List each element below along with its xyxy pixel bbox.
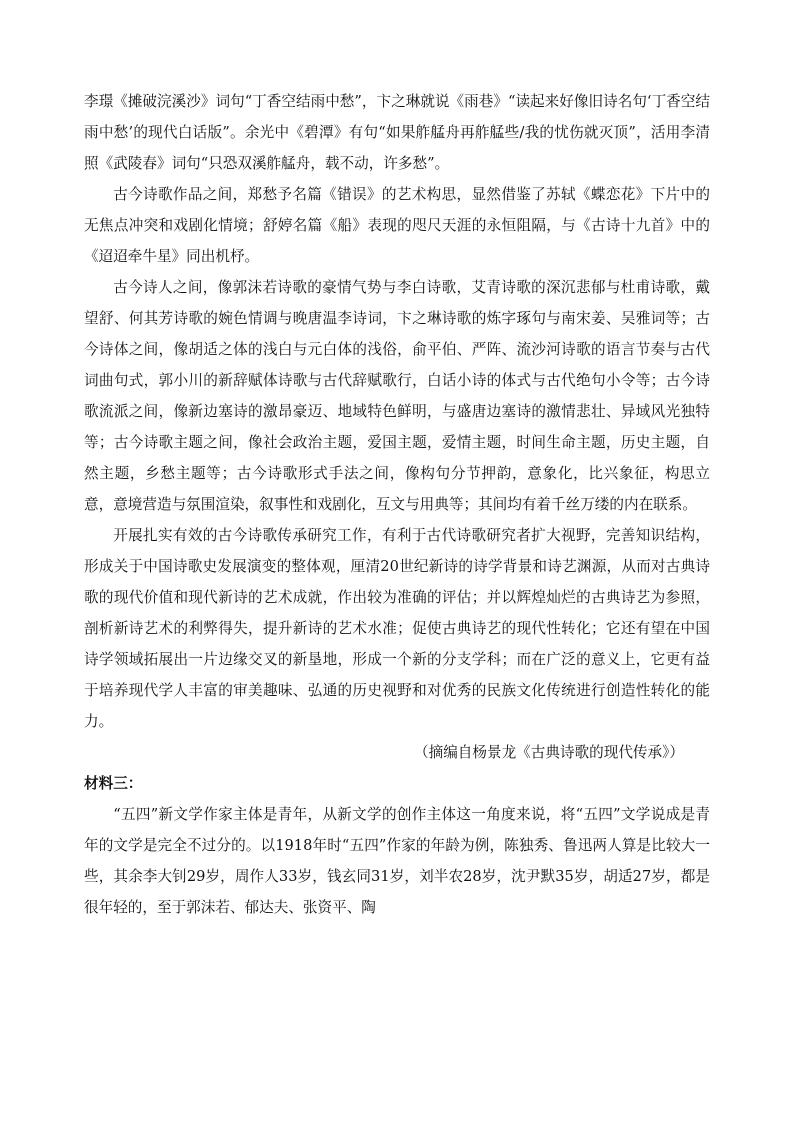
paragraph-5: “五四”新文学作家主体是青年，从新文学的创作主体这一角度来说，将“五四”文学说成是青年的文学是完全不过分的。以1918年时“五四”作家的年龄为例，陈独秀、鲁迅两人算是比较大一些，其余李大钊29岁，周作人33岁，钱玄同31岁，刘半农28岁，沈尹默35岁，胡适27岁，都是很年轻的，至于郭沫若、郁达夫、张资平、陶 <box>84 806 710 916</box>
paragraph-4: 开展扎实有效的古今诗歌传承研究工作，有利于古代诗歌研究者扩大视野，完善知识结构，形成关于中国诗歌史发展演变的整体观，厘清20世纪新诗的诗学背景和诗艺渊源，从而对古典诗歌的现代价值和现代新诗的艺术成就，作出较为准确的评估；并以辉煌灿烂的古典诗艺为参照，剖析新诗艺术的利弊得失，提升新诗的艺术水准；促使古典诗艺的现代性转化；它还有望在中国诗学领域拓展出一片边缘交叉的新垦地，形成一个新的分支学科；而在广泛的意义上，它更有益于培养现代学人丰富的审美趣味、弘通的历史视野和对优秀的民族文化传统进行创造性转化的能力。 <box>84 527 710 730</box>
paragraph-3: 古今诗人之间，像郭沫若诗歌的豪情气势与李白诗歌，艾青诗歌的深沉悲郁与杜甫诗歌，戴望舒、何其芳诗歌的婉色情调与晚唐温李诗词，卞之琳诗歌的炼字琢句与南宋姜、吴雅词等；古今诗体之间，像胡适之体的浅白与元白体的浅俗，俞平伯、严阵、流沙河诗歌的语言节奏与古代词曲句式，郭小川的新辞赋体诗歌与古代辞赋歌行，白话小诗的体式与古代绝句小令等；古今诗歌流派之间，像新边塞诗的激昂豪迈、地域特色鲜明，与盛唐边塞诗的激情悲壮、异域风光独特等；古今诗歌主题之间，像社会政治主题，爱国主题，爱情主题，时间生命主题，历史主题，自然主题，乡愁主题等；古今诗歌形式手法之间，像构句分节押韵，意象化，比兴象征，构思立意，意境营造与氛围渲染，叙事性和戏剧化，互文与用典等；其间均有着千丝万缕的内在联系。 <box>84 279 710 513</box>
document-page <box>84 86 710 923</box>
paragraph-1: 李璟《摊破浣溪沙》词句“丁香空结雨中愁”，卞之琳就说《雨巷》“读起来好像旧诗名句‘丁香空结雨中愁’的现代白话版”。余光中《碧潭》有句“如果舴艋舟再舴艋些/我的忧伤就灭顶”，活用李清照《武陵春》词句“只恐双溪舴艋舟，载不动，许多愁”。 <box>84 93 710 172</box>
material-three-heading: 材料三： <box>84 775 143 792</box>
source-citation: （摘编自杨景龙《古典诗歌的现代传承》） <box>414 744 684 761</box>
paragraph-2: 古今诗歌作品之间，郑愁予名篇《错误》的艺术构思，显然借鉴了苏轼《蝶恋花》下片中的无焦点冲突和戏剧化情境；舒婷名篇《船》表现的咫尺天涯的永恒阻隔，与《古诗十九首》中的《迢迢牵牛星》同出机杼。 <box>84 186 710 265</box>
